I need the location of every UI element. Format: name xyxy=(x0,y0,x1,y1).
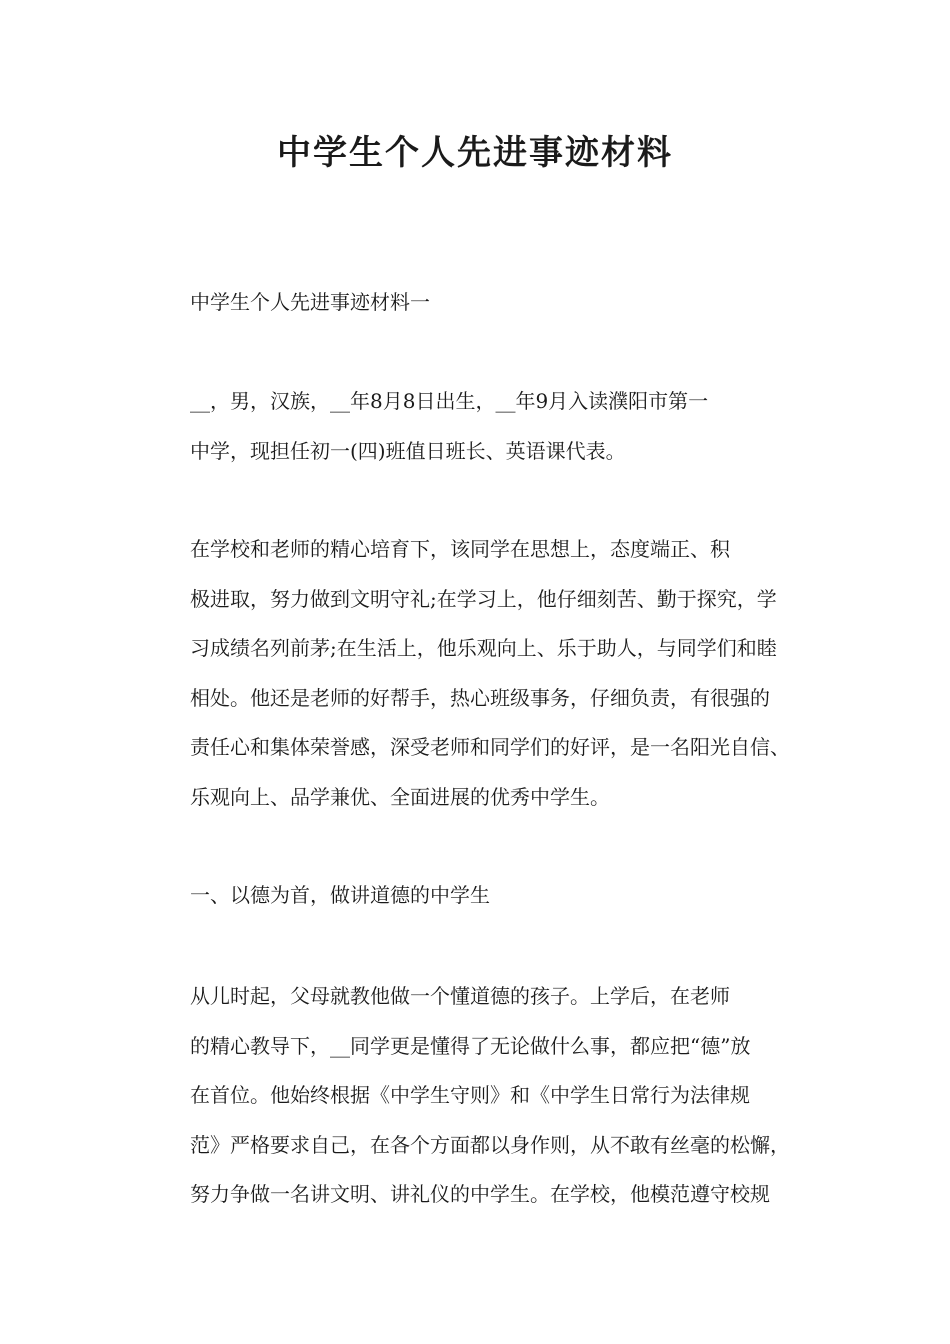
text-line: 相处。他还是老师的好帮手，热心班级事务，仔细负责，有很强的 xyxy=(190,685,770,710)
text-line: 在首位。他始终根据《中学生守则》和《中学生日常行为法律规 xyxy=(190,1083,750,1107)
paragraph-summary xyxy=(146,525,818,822)
text-line: 乐观向上、品学兼优、全面进展的优秀中学生。 xyxy=(190,784,610,809)
paragraph-subtitle xyxy=(146,278,818,328)
text-line: 的精心教导下，__同学更是懂得了无论做什么事，都应把“德”放 xyxy=(190,1033,751,1058)
text-line: 极进取，努力做到文明守礼;在学习上，他仔细刻苦、勤于探究，学 xyxy=(190,586,777,611)
text-line: 中学，现担任初一(四)班值日班长、英语课代表。 xyxy=(190,438,626,463)
document-title: 中学生个人先进事迹材料 xyxy=(277,133,673,173)
paragraph-intro xyxy=(146,377,818,476)
text-line: 责任心和集体荣誉感，深受老师和同学们的好评，是一名阳光自信、 xyxy=(190,735,790,759)
paragraph-morality xyxy=(146,972,818,1220)
text-line: 一、以德为首，做讲道德的中学生 xyxy=(190,883,490,907)
section-heading xyxy=(146,871,818,921)
text-line: 在学校和老师的精心培育下，该同学在思想上，态度端正、积 xyxy=(190,537,730,561)
text-line: 范》严格要求自己，在各个方面都以身作则，从不敢有丝毫的松懈， xyxy=(190,1132,790,1157)
text-line: 中学生个人先进事迹材料一 xyxy=(190,290,430,314)
text-line: __，男，汉族，__年8月8日出生，__年9月入读濮阳市第一 xyxy=(190,389,709,413)
text-line: 努力争做一名讲文明、讲礼仪的中学生。在学校，他模范遵守校规 xyxy=(190,1182,770,1206)
text-line: 习成绩名列前茅;在生活上，他乐观向上、乐于助人，与同学们和睦 xyxy=(190,636,777,660)
text-line: 从儿时起，父母就教他做一个懂道德的孩子。上学后，在老师 xyxy=(190,984,730,1008)
